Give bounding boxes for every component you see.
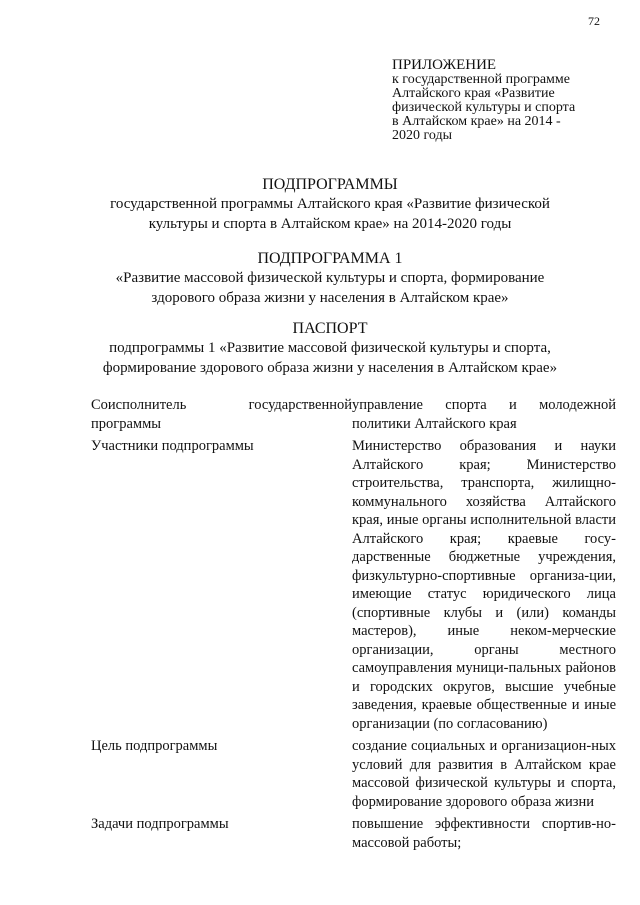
subprogram1-heading: ПОДПРОГРАММА 1 <box>257 250 403 267</box>
appendix-title: ПРИЛОЖЕНИЕ <box>392 57 497 73</box>
row-label: Задачи подпрограммы <box>91 816 229 832</box>
row-value: повышение эффективности спортив-но-массовой работы; <box>352 816 616 851</box>
appendix-line: к государственной программе <box>392 72 570 87</box>
appendix-block <box>392 57 617 143</box>
subprogram1-line: здорового образа жизни у населения в Алтайском крае» <box>151 290 509 306</box>
table-row <box>91 733 616 811</box>
passport-line: формирование здорового образа жизни у населения в Алтайском крае» <box>102 360 558 376</box>
appendix-line: в Алтайском крае» на 2014 - <box>392 114 561 129</box>
appendix-line: Алтайского края «Развитие <box>392 86 555 101</box>
subprogram1-line: «Развитие массовой физической культуры и спорта, формирование <box>115 270 545 286</box>
table-row <box>91 433 616 733</box>
page-number: 72 <box>588 14 600 28</box>
row-value: Министерство образования и науки Алтайского края; Министерство строительства, транспорта, жилищно-коммунального хозяйства Алтайского края, иные органы исполнительной власти Алтайского края; краевые госу-дарственные бюджетные учреждения, физкультурно-спортивные организа-ции, имеющие статус юридического лица (спортивные клубы и (или) команды мастеров), иные неком-мерческие организации, органы местного самоуправления муници-пальных районов и городских округов, высшие учебные заведения, краевые общественные и иные организации (по согласованию) <box>352 438 616 732</box>
row-value: управление спорта и молодежной политики Алтайского края <box>352 397 616 432</box>
table-row <box>91 396 616 433</box>
subprograms-line: культуры и спорта в Алтайском крае» на 2014-2020 годы <box>148 216 512 232</box>
appendix-line: физической культуры и спорта <box>392 100 576 115</box>
subprograms-section <box>80 176 580 234</box>
passport-table <box>91 396 616 852</box>
row-value: создание социальных и организацион-ных условий для развития в Алтайском крае массовой физической культуры и спорта, формирование здорового образа жизни <box>352 738 616 810</box>
row-label: Цель подпрограммы <box>91 738 218 754</box>
subprograms-heading: ПОДПРОГРАММЫ <box>262 176 398 193</box>
table-row <box>91 811 616 852</box>
passport-heading: ПАСПОРТ <box>292 320 368 337</box>
appendix-line: 2020 годы <box>392 128 453 143</box>
passport-line: подпрограммы 1 «Развитие массовой физической культуры и спорта, <box>109 340 551 356</box>
row-label: Участники подпрограммы <box>91 438 254 454</box>
row-label: Соисполнитель государственной программы <box>91 397 352 432</box>
subprograms-line: государственной программы Алтайского края «Развитие физической <box>110 196 550 212</box>
passport-section <box>80 320 580 378</box>
subprogram1-section <box>80 250 580 308</box>
